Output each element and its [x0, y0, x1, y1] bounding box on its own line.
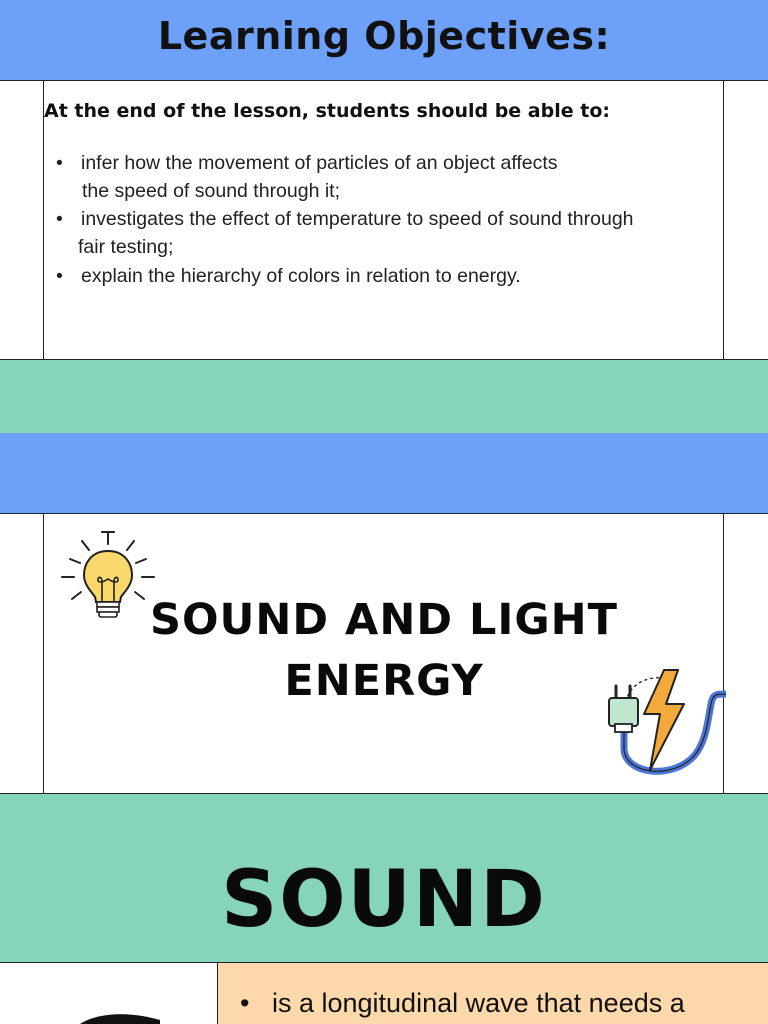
objectives-intro: At the end of the lesson, students should be able to:	[44, 100, 610, 122]
title-header-band	[0, 433, 768, 513]
objective-text: explain the hierarchy of colors in relation to energy.	[81, 265, 521, 287]
sound-heading: SOUND	[221, 855, 547, 945]
card-left-border	[43, 80, 44, 360]
bullet-dot: •	[56, 265, 63, 287]
card-right-border	[723, 80, 724, 360]
objective-text: the speed of sound through it;	[82, 180, 341, 202]
objective-text: investigates the effect of temperature to speed of sound through	[81, 208, 634, 230]
bullet-dot: •	[56, 208, 63, 230]
bullet-dot: •	[56, 152, 63, 174]
divider	[0, 80, 768, 81]
electric-plug-icon	[604, 664, 726, 776]
footer-band	[0, 360, 768, 433]
title-card-line2: ENERGY	[284, 656, 484, 706]
bullet-dot: •	[240, 988, 250, 1018]
lightning-bolt-icon	[644, 670, 684, 770]
title-card-line1: SOUND AND LIGHT	[149, 595, 619, 645]
sound-definition-line: is a longitudinal wave that needs a	[271, 988, 685, 1018]
objectives-title: Learning Objectives:	[157, 14, 611, 58]
divider	[0, 513, 768, 514]
objective-text: fair testing;	[78, 236, 174, 258]
objective-text: infer how the movement of particles of an object affects	[81, 152, 558, 174]
speaker-partial-icon	[80, 1012, 160, 1024]
sound-definition-text	[240, 988, 685, 1019]
